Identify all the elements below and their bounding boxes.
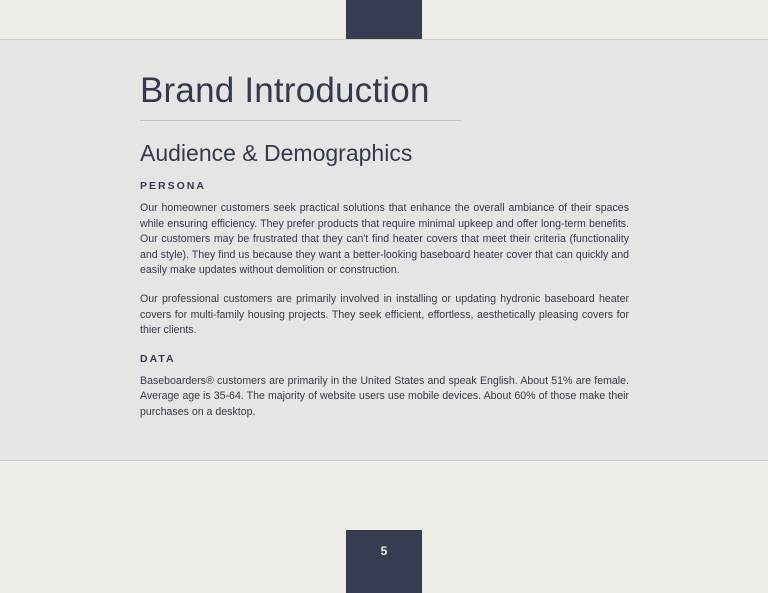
persona-paragraph-1: Our homeowner customers seek practical solutions that enhance the overall ambiance of their spaces while ensuring efficiency. They prefer products that require minimal upkeep and offer long-term benefits. Our customers may be frustrated that they can't find heater covers that meet their criteria (functionality and style). They find us because they want a better-looking baseboard heater cover that can quickly and easily make updates without demolition or construction. <box>140 202 629 277</box>
data-label: DATA <box>140 352 176 365</box>
section-heading: Audience & Demographics <box>140 140 413 166</box>
page-title: Brand Introduction <box>140 71 430 110</box>
persona-label: PERSONA <box>140 180 206 192</box>
persona-paragraph-2: Our professional customers are primarily involved in installing or updating hydronic baseboard heater covers for multi-family housing projects. They seek efficient, effortless, aesthetically pleasing covers for thier clients. <box>140 292 629 337</box>
title-divider <box>140 120 461 121</box>
page-number-tab <box>346 530 422 593</box>
content-column <box>140 68 629 421</box>
data-paragraph: Baseboarders® customers are primarily in the United States and speak English. About 51% are female. Average age is 35-64. The majority of website users use mobile devices. About 60% of those make their purchases on a desktop. <box>140 374 629 418</box>
top-tab-block <box>346 0 422 39</box>
page-number: 5 <box>380 544 388 558</box>
